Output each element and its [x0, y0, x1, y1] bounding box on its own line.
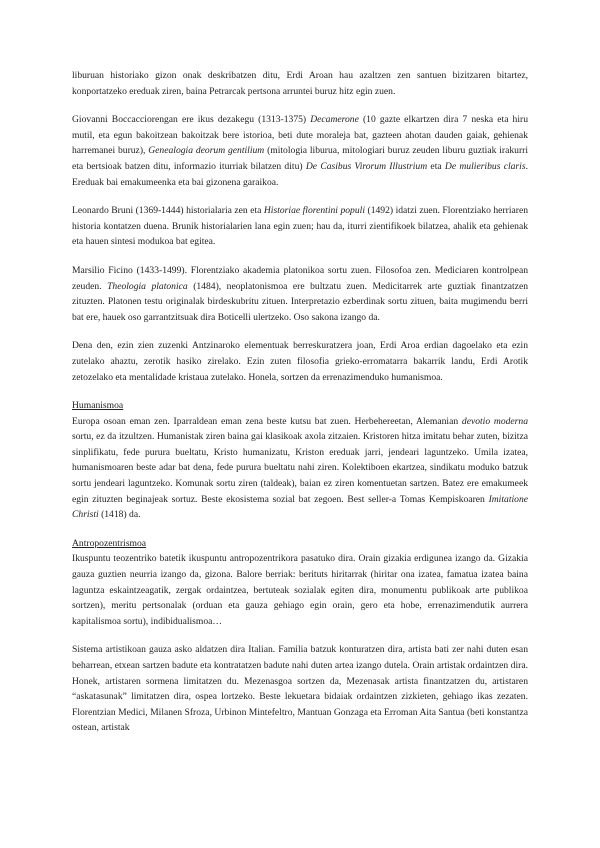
section-heading-antropozentrismoa: Antropozentrismoa [72, 537, 147, 549]
paragraph-ficino [72, 263, 528, 325]
book-title-de-casibus: De Casibus Virorum Illustrium [305, 160, 428, 172]
book-title-imitatione: Imitatione Christi [72, 493, 528, 521]
text-run: Marsilio Ficino (1433-1499). Florentziako akademia platonikoa sortu zuen. Filosofoa zen. Mediciaren kontrolpean zeuden. [72, 264, 528, 292]
term-devotio-moderna: devotio moderna [461, 415, 528, 427]
paragraph-bruni [72, 203, 528, 250]
paragraph-humanism-origin: Dena den, ezin zien zuzenki Antzinaroko elementuak berreskuratzera joan, Erdi Aroa erdian dagoelako eta ezin zutelako ahaztu, zerotik hasiko zirelako. Ezin zuten filosofia grieko-erromatarra bakarrik landu, Erdi Arotik zetozelako eta mentalidade kristaua zutelako. Honela, sortzen da errenazimenduko humanismoa. [72, 340, 528, 383]
text-run: . Ereduak bai emakumeenka eta bai gizonena garaikoa. [72, 160, 528, 188]
text-run: sortu, ez da itzultzen. Humanistak ziren baina gai klasikoak axola zitzaien. Kristoren hitza imitatu behar zuten, bizitza sinplifikatu, fede purura bueltatu, Kristo humanizatu, Kriston ereduak jarri, jendeari laguntzeko. Umila izatea, humanismoaren beste adar bat dena, fede purura bueltatu nahi ziren. Kolektiboen ekartzea, sindikatu moduko batzuk sortu jendeari laguntzeko. Komunak sortu ziren (taldeak), baian ez ziren komentuetan sartzen. Batez ere emakumeek egin zituzten beginajeak sortuz. Beste ekosistema sozial bat zegoen. Best seller-a Tomas Kempiskoaren [72, 431, 528, 505]
text-run: (10 gazte elkartzen dira 7 neska eta hiru mutil, eta egun bakoitzean bakoitzak bere istorioa, beti dute moraleja bat, gazteen ahotan dauden gaiak, gehienak harremanei buruz), [72, 114, 528, 157]
book-title-genealogia: Genealogia deorum gentilium [148, 145, 265, 157]
paragraph-humanismoa [72, 414, 528, 523]
text-run: eta [427, 160, 445, 172]
paragraph-sistema-artistikoa: Sistema artistikoan gauza asko aldatzen dira Italian. Familia batzuk konturatzen dira, artista bati zer nahi duten esan beharrean, etxean sartzen badute eta kontratatzen badute nahi duten artea izango dutela. Orain artistak ordaintzen dira. Honek, artistaren sormena limitatzen du. Mezenasgoa sortzen da, Mezenasak artista finantzatzen du, artistaren “askatasunak” limitatzen dira, ospea lortzeko. Beste lekuetara bidaiak ordaintzen zizkieten, gehiago ikas zezaten. Florentzian Medici, Milanen Sfroza, Urbinon Mintefeltro, Mantuan Gonzaga eta Erroman Aita Santua (beti konstantza ostean, artistak [72, 644, 528, 734]
book-title-decamerone: Decamerone [310, 114, 359, 126]
text-run: Europa osoan eman zen. Iparraldean eman zena beste kutsu bat zuen. Herbehereetan, Alemanian [72, 415, 462, 427]
paragraph-antropozentrismoa: Ikuspuntu teozentriko batetik ikuspuntu antropozentrikora pasatuko dira. Orain gizakia erdigunea izango da. Gizakia gauza guztien neurria izango da, gizona. Balore berriak: berituts hiritarrak (hiritar ona izatea, famatua izatea baina laguntza eskaintzeagatik, zergak ordaintzea, bertuteak sozialak egiten dira, monumentu publikoak arte publikoa sortzen), meritu pertsonalak (orduan eta gauza gehiago egin orain, gero eta hobe, errenazimendutik aurrera kapitalismoa sortu), indibidualismoa… [72, 553, 528, 627]
book-title-theologia: Theologia platonica [107, 280, 188, 292]
paragraph-boccaccio [72, 112, 528, 190]
text-run: (1492) idatzi zuen. Florentziako herriaren historia kontatzen duena. Brunik historialarien lana egin zuen; hau da, iturri zientifikoek bilatzea, ahalik eta gehienak eta hauen sintesi modukoa bat egitea. [72, 205, 528, 248]
section-heading-humanismoa: Humanismoa [72, 400, 124, 412]
text-run: (mitologia liburua, mitologiari buruz zeuden liburu guztiak irakurri eta bertsioak batzen ditu, informazio iturriak bilatzen ditu) [72, 145, 528, 172]
book-title-historiae: Historiae florentini populi [263, 205, 365, 217]
text-run: Leonardo Bruni (1369-1444) historialaria zen eta [72, 205, 264, 217]
text-run: (1418) da. [98, 509, 141, 521]
text-run: (1484), neoplatonismoa ere bultzatu zuen. Medicitarrek arte guztiak finantzatzen zituzten. Platonen testu originalak birdeskubritu zituen. Interpretazio ezberdinak sortu zituen, baita mugimendu berri bat ere, hauek oso garrantzitsuak dira Boticelli ulertzeko. Oso sakona izango da. [72, 280, 528, 323]
book-title-de-mulieribus: De mulieribus claris [444, 160, 526, 172]
text-run: Giovanni Boccacciorengan ere ikus dezakegu (1313-1375) [72, 114, 311, 126]
paragraph-petrarca: liburuan historiako gizon onak deskribatzen ditu, Erdi Aroan hau azaltzen zen santuen bizitzaren bitartez, konportatzeko ereduak ziren, baina Petrarcak pertsona arruntei buruz hitz egin zuen. [72, 70, 528, 97]
